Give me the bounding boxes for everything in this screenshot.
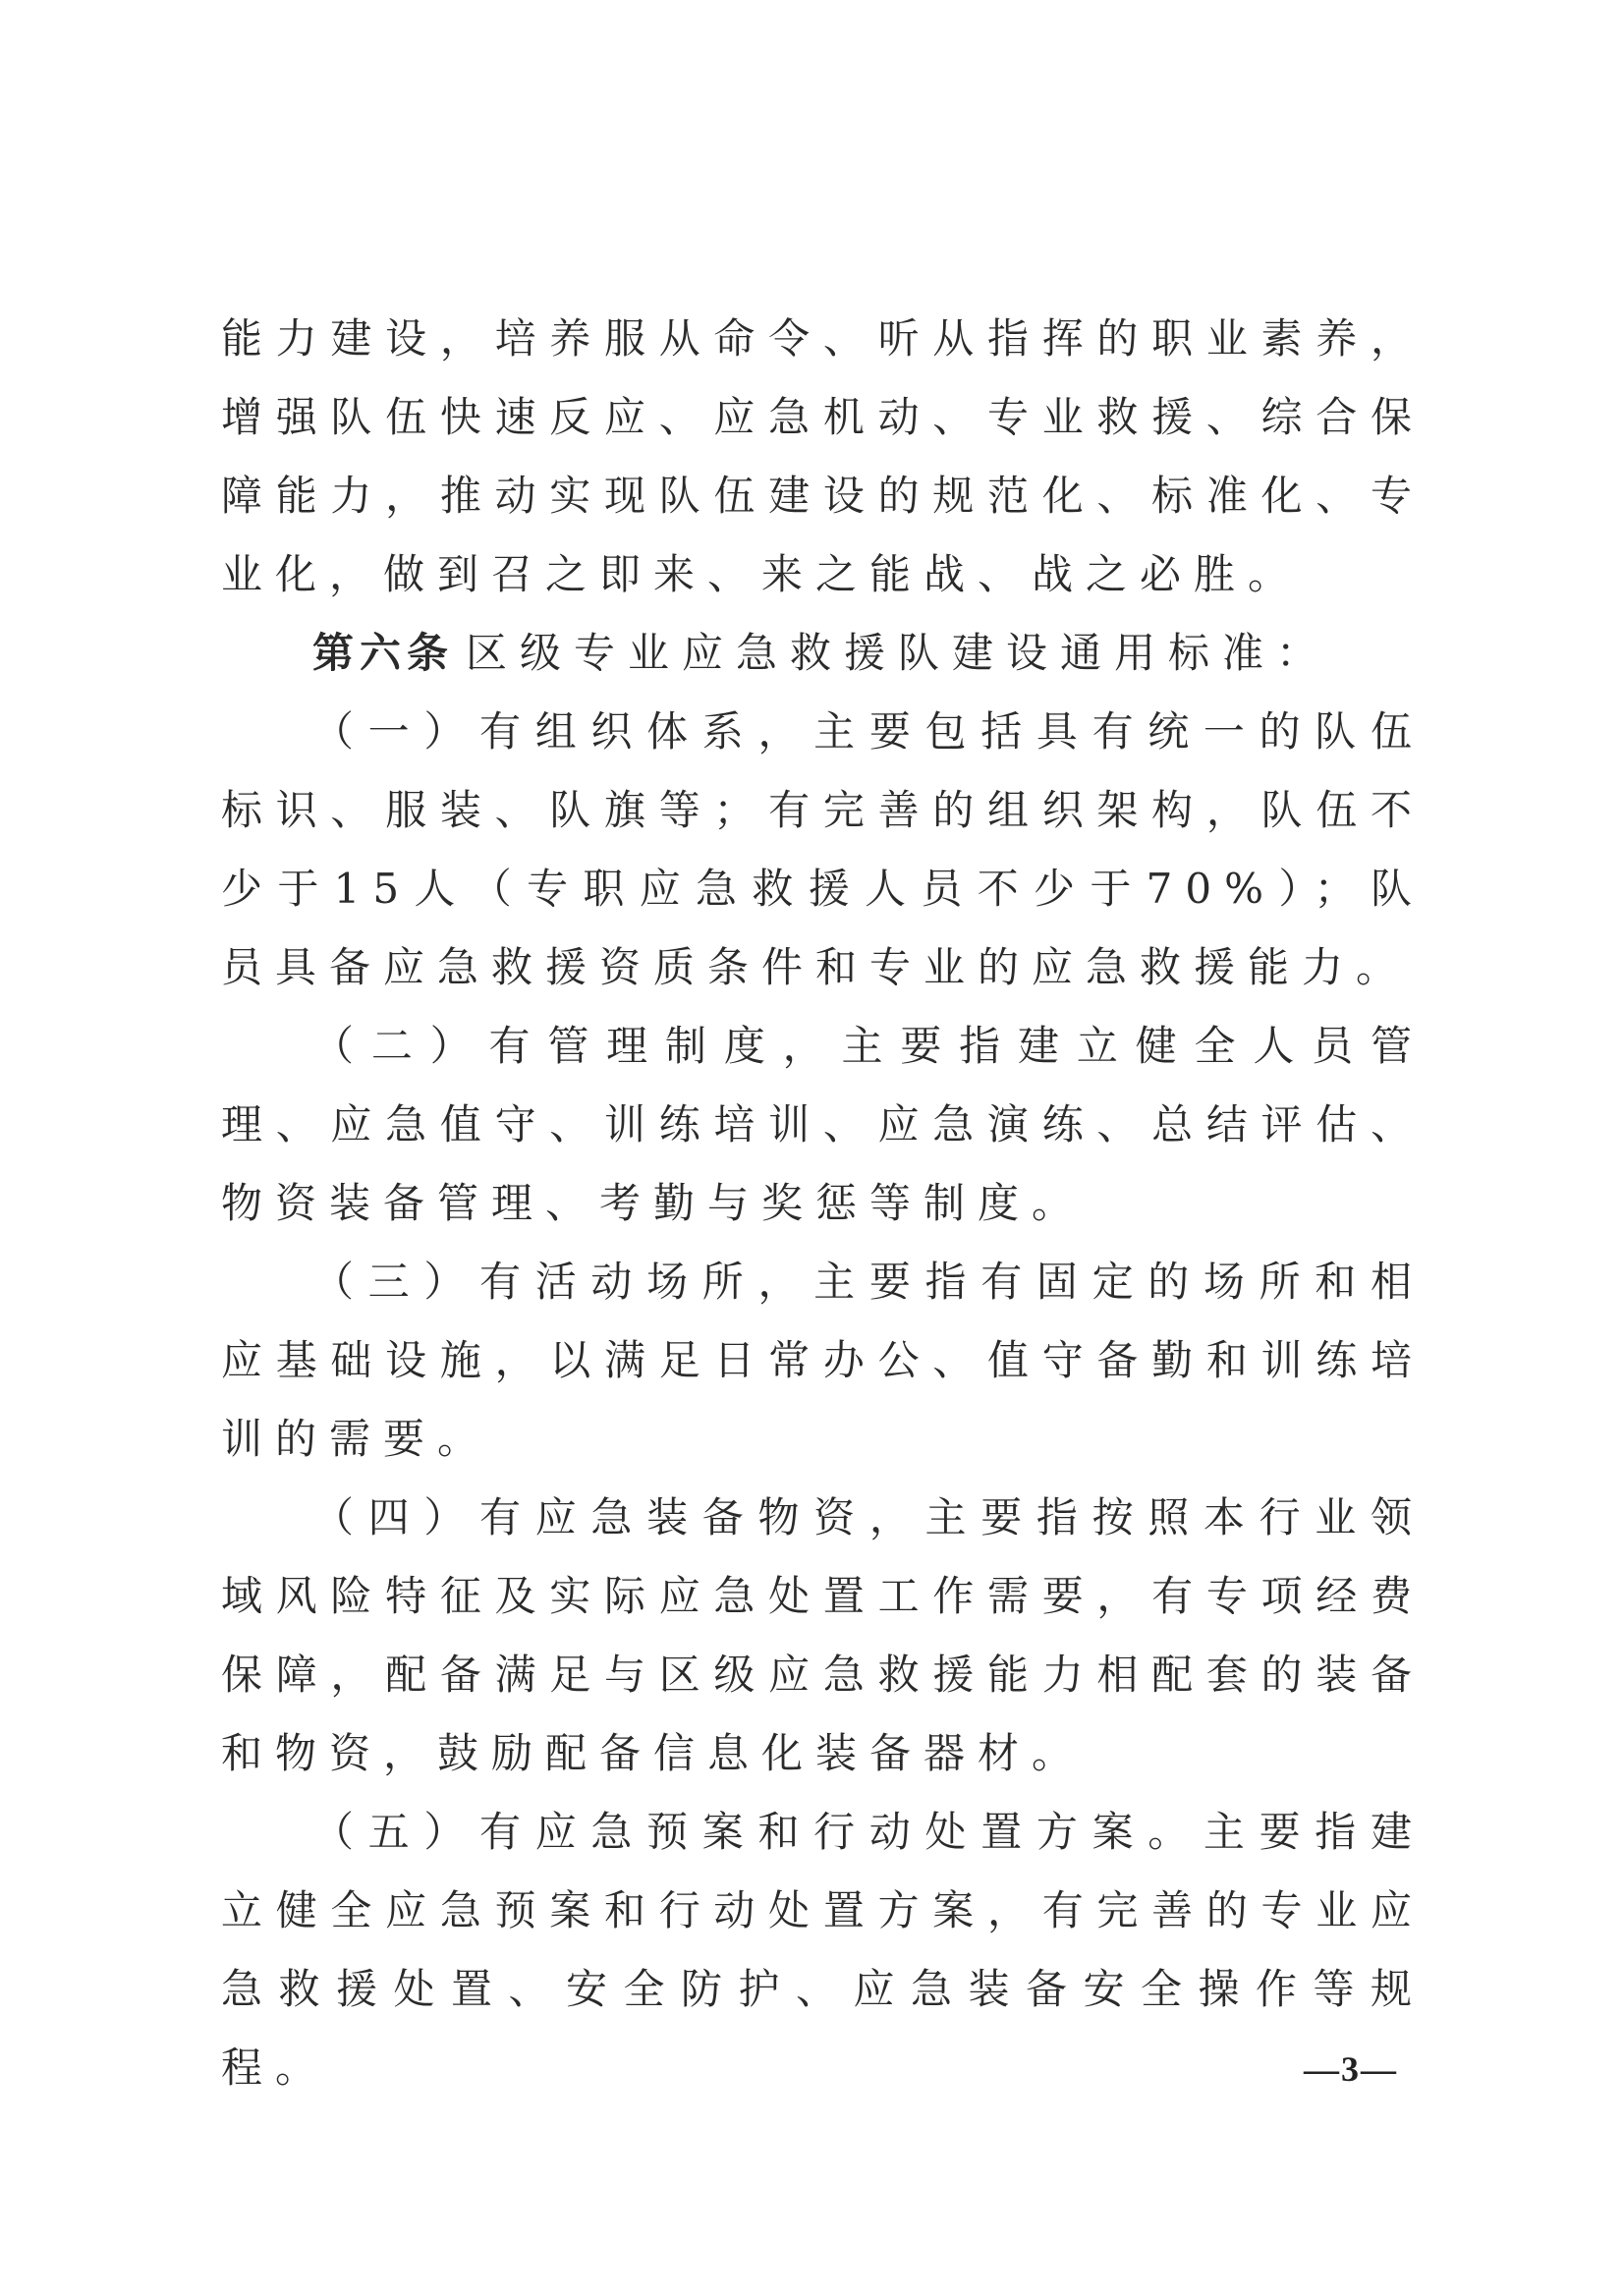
article-six-text: 区级专业应急救援队建设通用标准：	[466, 629, 1331, 677]
article-six-heading	[221, 614, 1425, 693]
article-label: 第六条	[312, 629, 455, 677]
item-emergency-plans: （五）有应急预案和行动处置方案。主要指建立健全应急预案和行动处置方案，有完善的专业应急救援处置、安全防护、应急装备安全操作等规程。	[221, 1808, 1425, 2092]
item-activity-venue: （三）有活动场所，主要指有固定的场所和相应基础设施，以满足日常办公、值守备勤和训练培训的需要。	[221, 1258, 1425, 1463]
document-body	[221, 300, 1425, 2107]
item-equipment-supplies: （四）有应急装备物资，主要指按照本行业领域风险特征及实际应急处置工作需要，有专项经费保障，配备满足与区级应急救援能力相配套的装备和物资，鼓励配备信息化装备器材。	[221, 1493, 1425, 1777]
item-organization-system: （一）有组织体系，主要包括具有统一的队伍标识、服装、队旗等；有完善的组织架构，队伍不少于15人（专职应急救援人员不少于70%）；队员具备应急救援资质条件和专业的应急救援能力。	[221, 707, 1425, 991]
item-management-system: （二）有管理制度，主要指建立健全人员管理、应急值守、训练培训、应急演练、总结评估、物资装备管理、考勤与奖惩等制度。	[221, 1022, 1425, 1227]
page-number: —3—	[1304, 2049, 1398, 2089]
paragraph-continuation: 能力建设，培养服从命令、听从指挥的职业素养，增强队伍快速反应、应急机动、专业救援、综合保障能力，推动实现队伍建设的规范化、标准化、专业化，做到召之即来、来之能战、战之必胜。	[221, 314, 1425, 598]
